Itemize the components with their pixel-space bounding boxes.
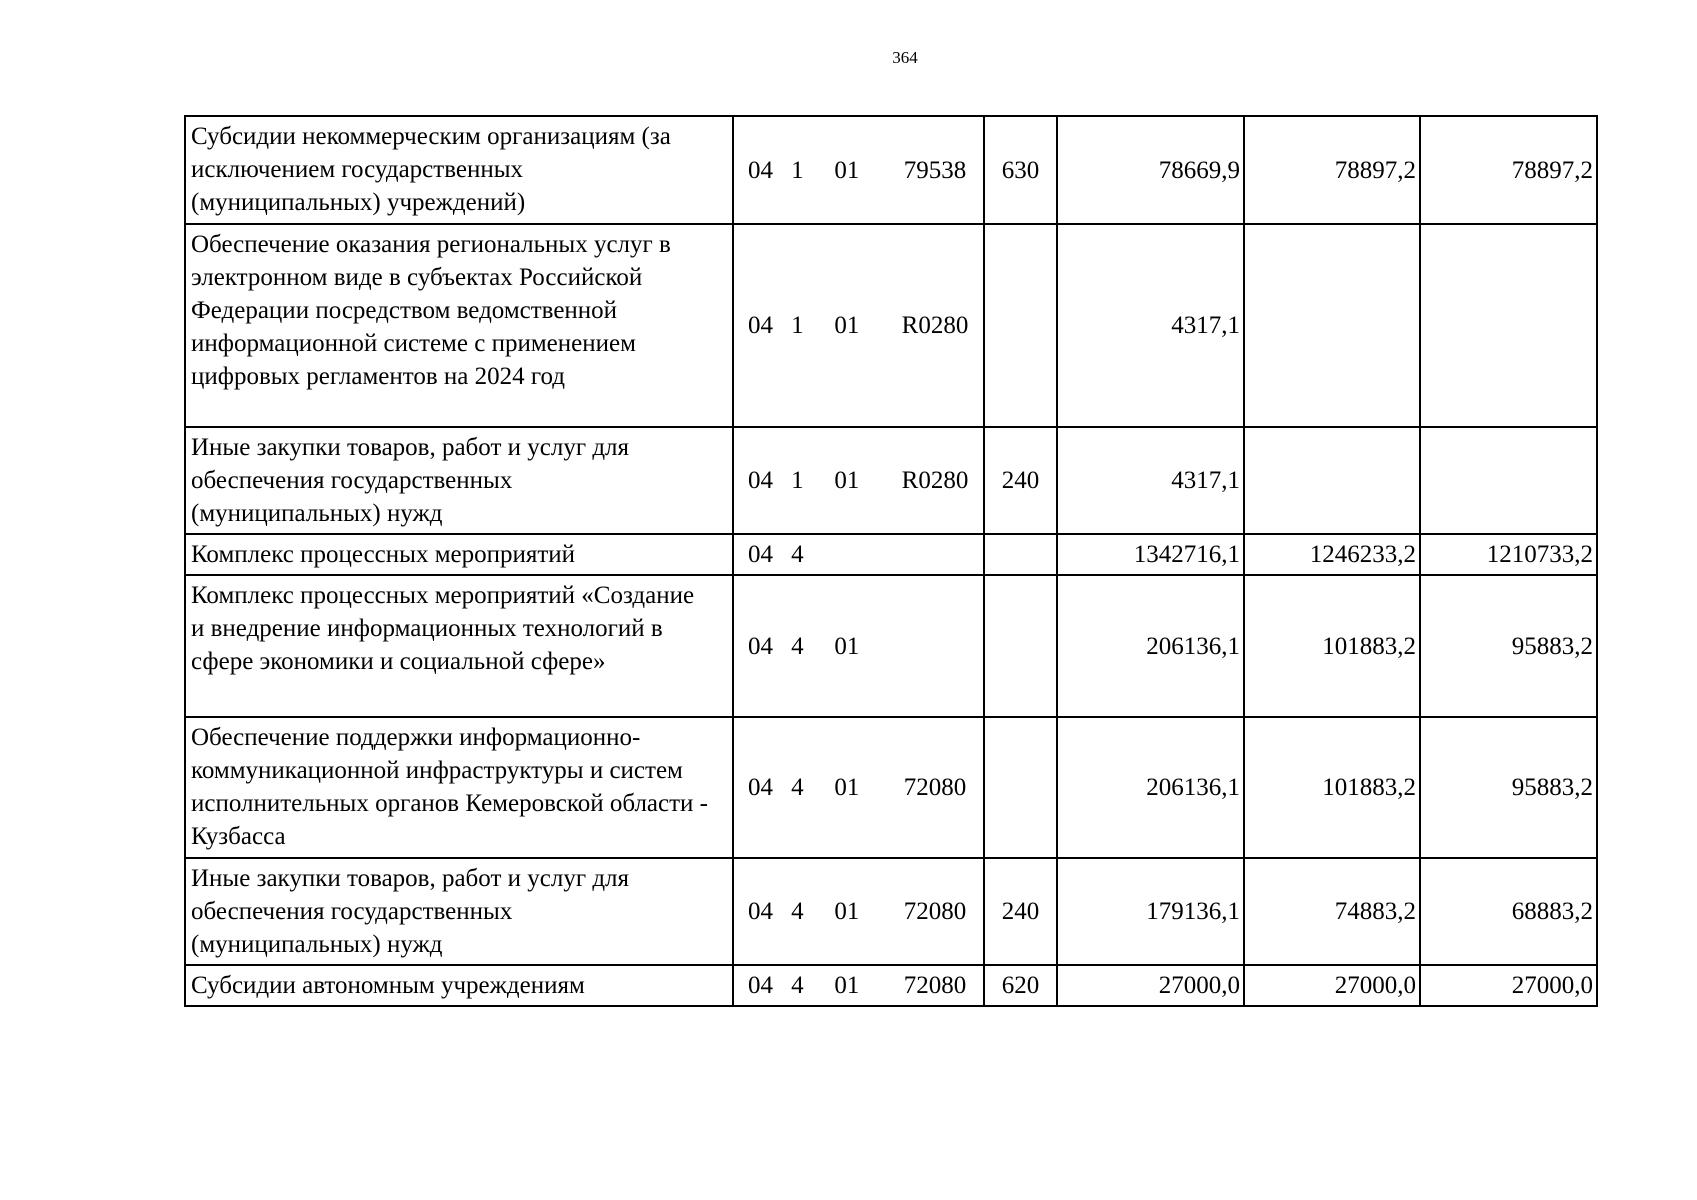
row-amount-2-cell: 101883,2 <box>1244 575 1420 717</box>
row-amount-2-cell: 1246233,2 <box>1244 534 1420 575</box>
code-program: 1 <box>791 467 804 494</box>
row-name-cell <box>185 858 733 965</box>
row-amount-3-cell: 95883,2 <box>1420 575 1597 717</box>
row-code-cell <box>733 717 984 858</box>
row-amount-1-cell: 4317,1 <box>1057 427 1244 534</box>
row-name-line: (муниципальных) нужд <box>191 500 443 527</box>
code-direction: 72080 <box>903 972 967 999</box>
row-name-line: Комплекс процессных мероприятий «Создание <box>191 582 695 609</box>
row-name-line: Иные закупки товаров, работ и услуг для <box>191 865 630 892</box>
row-code-cell <box>733 965 984 1006</box>
row-amount-3-cell: 78897,2 <box>1420 116 1597 224</box>
row-name-cell <box>185 575 733 717</box>
row-amount-2-cell <box>1244 224 1420 427</box>
row-code-cell <box>733 534 984 575</box>
row-name-line: электронном виде в субъектах Российской <box>191 264 643 291</box>
row-amount-2-cell: 78897,2 <box>1244 116 1420 224</box>
row-name-line: обеспечения государственных <box>191 898 513 925</box>
row-code-cell <box>733 116 984 224</box>
table-row <box>185 965 1597 1006</box>
code-program: 4 <box>791 898 804 925</box>
row-name-line: Обеспечение поддержки информационно- <box>191 724 641 751</box>
table-row <box>185 116 1597 224</box>
table-row <box>185 534 1597 575</box>
row-name-line: исключением государственных <box>191 156 524 183</box>
row-amount-2-cell: 27000,0 <box>1244 965 1420 1006</box>
row-name-line: обеспечения государственных <box>191 467 513 494</box>
row-name-line: Кузбасса <box>191 823 286 850</box>
row-expense-type-cell <box>984 534 1057 575</box>
row-name-cell <box>185 717 733 858</box>
table-row <box>185 427 1597 534</box>
code-direction: 72080 <box>903 774 967 801</box>
row-name-line: исполнительных органов Кемеровской области - <box>191 790 709 817</box>
code-program: 4 <box>791 774 804 801</box>
row-name-line: (муниципальных) учреждений) <box>191 189 526 216</box>
code-direction: R0280 <box>901 467 969 494</box>
row-expense-type-cell: 240 <box>984 427 1057 534</box>
row-name-cell <box>185 224 733 427</box>
code-program: 4 <box>791 632 804 660</box>
row-code-cell <box>733 575 984 717</box>
code-program: 1 <box>791 156 804 184</box>
row-code-cell <box>733 224 984 427</box>
row-name-line: Субсидии некоммерческим организациям (за <box>191 123 671 150</box>
row-amount-1-cell: 206136,1 <box>1057 575 1244 717</box>
code-section: 04 <box>748 467 773 494</box>
row-name-line: сфере экономики и социальной сфере» <box>191 648 606 675</box>
table-row <box>185 858 1597 965</box>
row-expense-type-cell: 630 <box>984 116 1057 224</box>
code-program: 4 <box>791 541 804 568</box>
code-section: 04 <box>748 541 773 568</box>
row-amount-1-cell: 4317,1 <box>1057 224 1244 427</box>
budget-table <box>184 115 1598 1007</box>
code-subprogram: 01 <box>834 898 860 925</box>
row-name-line: Федерации посредством ведомственной <box>191 297 618 324</box>
row-name-cell <box>185 427 733 534</box>
code-program: 4 <box>791 972 804 999</box>
row-amount-2-cell: 101883,2 <box>1244 717 1420 858</box>
code-section: 04 <box>748 156 773 184</box>
code-section: 04 <box>748 898 773 925</box>
code-direction: R0280 <box>901 312 969 339</box>
row-name-line: Субсидии автономным учреждениям <box>191 972 585 999</box>
code-section: 04 <box>748 312 773 339</box>
row-name-line: и внедрение информационных технологий в <box>191 615 663 642</box>
code-subprogram: 01 <box>834 632 860 660</box>
row-amount-2-cell <box>1244 427 1420 534</box>
row-name-line: (муниципальных) нужд <box>191 931 443 958</box>
row-amount-3-cell: 1210733,2 <box>1420 534 1597 575</box>
code-subprogram: 01 <box>834 467 860 494</box>
row-code-cell <box>733 858 984 965</box>
row-expense-type-cell: 620 <box>984 965 1057 1006</box>
row-expense-type-cell <box>984 717 1057 858</box>
code-section: 04 <box>748 632 773 660</box>
row-code-cell <box>733 427 984 534</box>
row-amount-1-cell: 1342716,1 <box>1057 534 1244 575</box>
code-program: 1 <box>791 312 804 339</box>
code-section: 04 <box>748 972 773 999</box>
code-subprogram: 01 <box>834 156 860 184</box>
code-direction: 79538 <box>903 156 967 184</box>
row-name-line: коммуникационной инфраструктуры и систем <box>191 757 683 784</box>
row-name-cell <box>185 534 733 575</box>
row-amount-1-cell: 206136,1 <box>1057 717 1244 858</box>
code-section: 04 <box>748 774 773 801</box>
code-direction: 72080 <box>903 898 967 925</box>
row-amount-3-cell <box>1420 224 1597 427</box>
code-subprogram: 01 <box>834 312 860 339</box>
row-expense-type-cell: 240 <box>984 858 1057 965</box>
row-name-cell <box>185 965 733 1006</box>
page-number: 364 <box>892 48 918 67</box>
row-expense-type-cell <box>984 224 1057 427</box>
row-amount-1-cell: 179136,1 <box>1057 858 1244 965</box>
row-name-line: Иные закупки товаров, работ и услуг для <box>191 434 630 461</box>
table-row <box>185 717 1597 858</box>
row-name-line: информационной системе с применением <box>191 330 636 357</box>
row-amount-1-cell: 78669,9 <box>1057 116 1244 224</box>
budget-table-body <box>185 116 1597 1006</box>
code-subprogram: 01 <box>834 774 860 801</box>
row-amount-3-cell: 68883,2 <box>1420 858 1597 965</box>
row-name-line: Обеспечение оказания региональных услуг в <box>191 231 671 258</box>
row-amount-3-cell: 95883,2 <box>1420 717 1597 858</box>
row-name-cell <box>185 116 733 224</box>
row-name-line: Комплекс процессных мероприятий <box>191 541 576 568</box>
row-expense-type-cell <box>984 575 1057 717</box>
row-name-line: цифровых регламентов на 2024 год <box>191 363 566 390</box>
table-row <box>185 575 1597 717</box>
row-amount-3-cell <box>1420 427 1597 534</box>
row-amount-3-cell: 27000,0 <box>1420 965 1597 1006</box>
row-amount-1-cell: 27000,0 <box>1057 965 1244 1006</box>
row-amount-2-cell: 74883,2 <box>1244 858 1420 965</box>
code-subprogram: 01 <box>834 972 860 999</box>
table-row <box>185 224 1597 427</box>
